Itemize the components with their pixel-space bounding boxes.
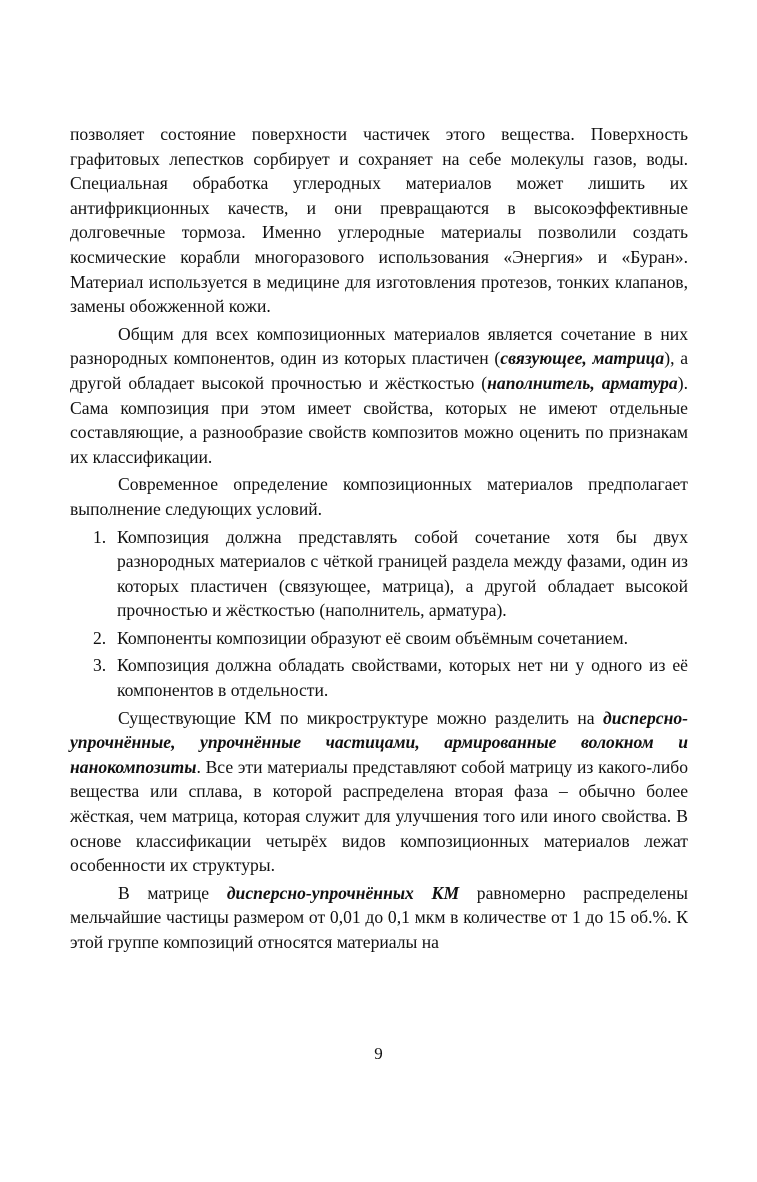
term-dispersion-strengthened: дисперсно-упрочнённых КМ — [226, 882, 460, 903]
list-item — [70, 626, 688, 651]
text-run: В матрице — [118, 882, 227, 903]
page-number: 9 — [374, 1044, 383, 1063]
paragraph-5 — [70, 881, 688, 955]
list-number: 1. — [93, 526, 107, 547]
paragraph-3: Современное определение композиционных материалов предполагает выполнение следующих условий. — [70, 474, 688, 519]
list-text: Композиция должна обладать свойствами, которых нет ни у одного из её компонентов в отдельности. — [117, 655, 688, 701]
text-run: равномерно распределены мельчайшие частицы размером от 0,01 до 0,1 мкм в количестве от 1 до 15 об.%. К этой группе композиций относятся материалы на — [70, 882, 688, 952]
list-number: 2. — [93, 627, 107, 648]
text-run: Существующие КМ по микроструктуре можно разделить на — [118, 707, 604, 728]
conditions-list — [70, 525, 688, 703]
paragraph-1: позволяет состояние поверхности частичек этого вещества. Поверхность графитовых лепестков сорбирует и сохраняет на себе молекулы газов, воды. Специальная обработка углеродных материалов может лишить их антифрикционных качеств, и они превращаются в высокоэффективные долговечные тормоза. Именно углеродные материалы позволили создать космические корабли многоразового использования «Энергия» и «Буран». Материал используется в медицине для изготовления протезов, тонких клапанов, замены обожженной кожи. — [70, 124, 688, 317]
paragraph-4 — [70, 706, 688, 878]
text-run: ), а другой обладает высокой прочностью и жёсткостью ( — [70, 348, 688, 393]
list-text: Композиция должна представлять собой сочетание хотя бы двух разнородных материалов с чёткой границей раздела между фазами, один из которых пластичен (связующее, матрица), а другой обладает высокой прочностью и жёсткостью (наполнитель, арматура). — [117, 526, 688, 621]
term-binder-matrix: связующее, матрица — [500, 348, 665, 369]
term-microstructure-types: дисперсно-упрочнённые, упрочнённые частицами, армированные волокном и нанокомпозиты — [70, 707, 688, 777]
list-number: 3. — [93, 655, 107, 676]
term-filler-reinforcement: наполнитель, арматура — [487, 372, 678, 393]
text-run: Общим для всех композиционных материалов является сочетание в них разнородных компонентов, один из которых пластичен ( — [70, 323, 688, 369]
list-item — [70, 653, 688, 702]
list-text: Компоненты композиции образуют её своим объёмным сочетанием. — [117, 627, 628, 648]
text-run: ). Сама композиция при этом имеет свойства, которых не имеют отдельные составляющие, а разнообразие свойств композитов можно оценить по признакам их классификации. — [70, 372, 688, 467]
page-body — [70, 122, 688, 955]
list-item — [70, 525, 688, 623]
text-run: . Все эти материалы представляют собой матрицу из какого-либо вещества или сплава, в которой распределена вторая фаза – обычно более жёсткая, чем матрица, которая служит для улучшения того или иного свойства. В основе классификации четырёх видов композиционных материалов лежат особенности их структуры. — [70, 756, 688, 876]
paragraph-2 — [70, 322, 688, 470]
